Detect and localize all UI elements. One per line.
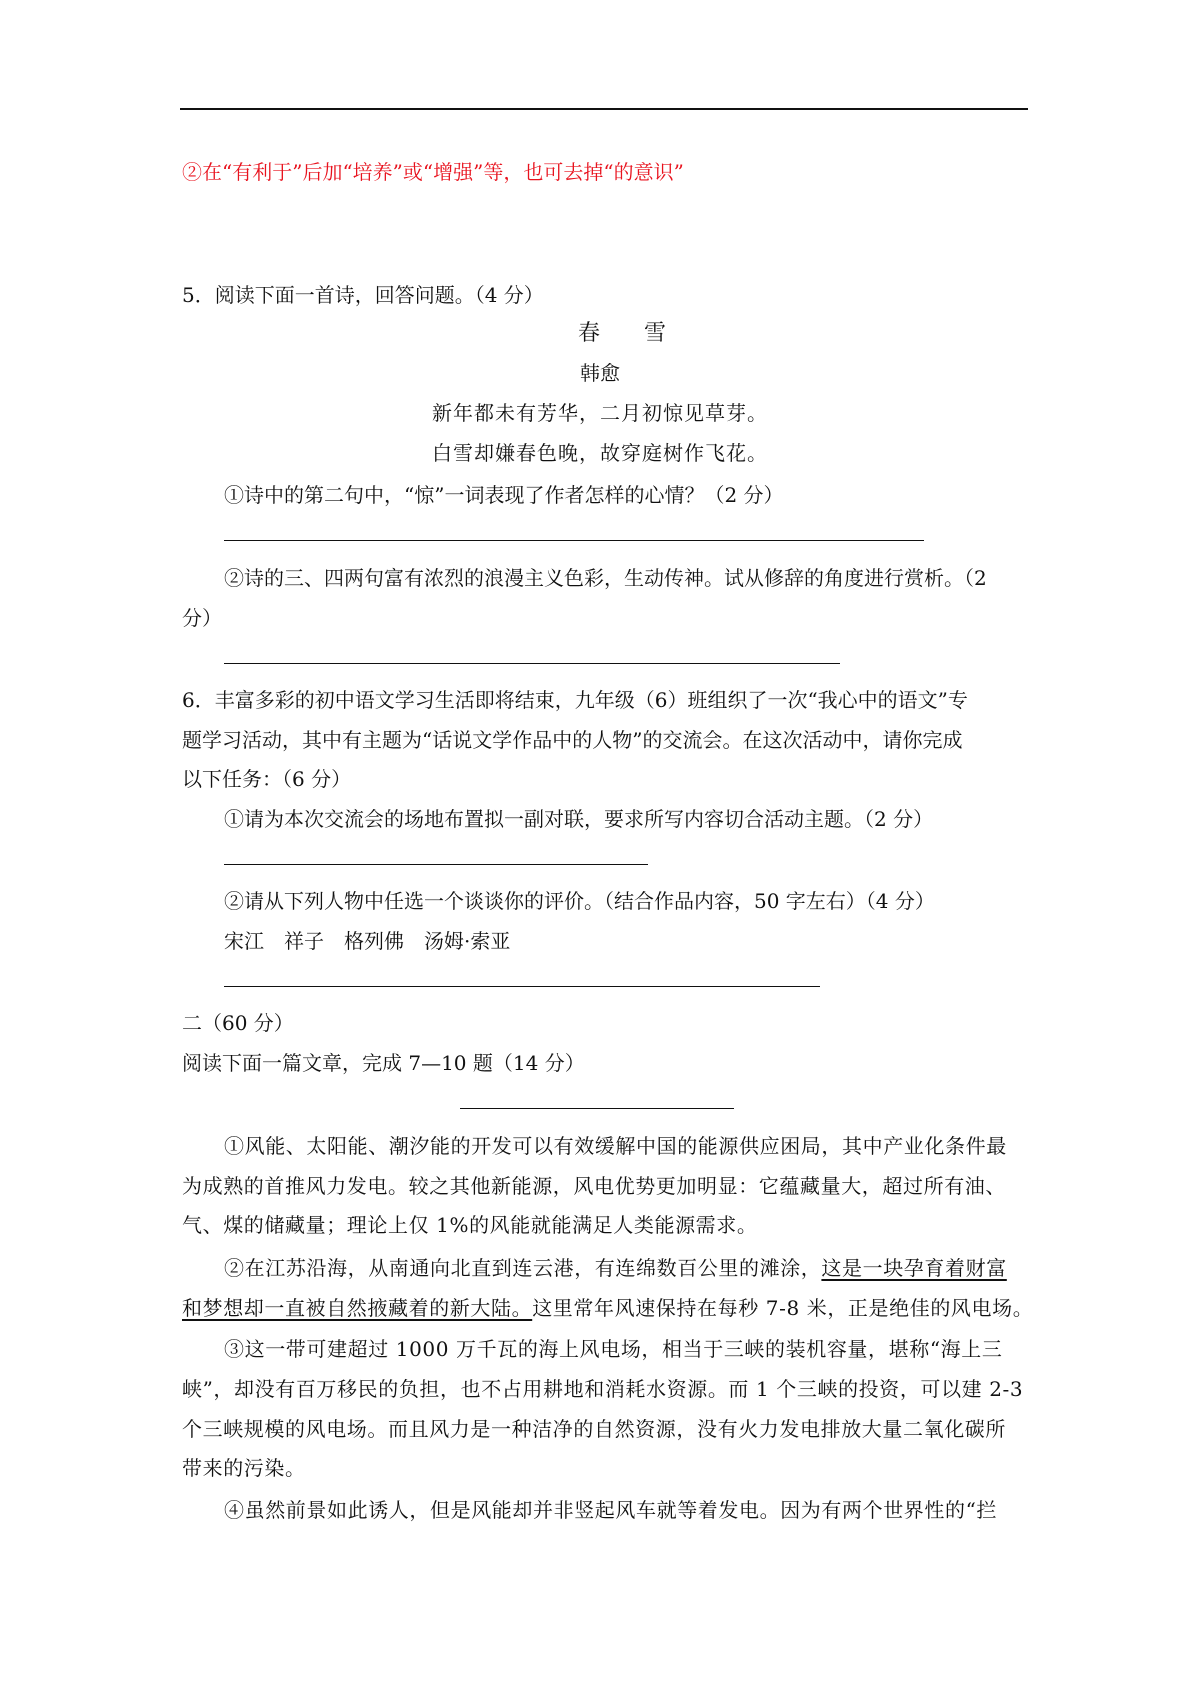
article-p3-line4: 带来的污染。 <box>182 1456 306 1480</box>
q6-sub1-answer-line[interactable] <box>224 864 648 865</box>
article-p2-line1-text: ②在江苏沿海，从南通向北直到连云港，有连绵数百公里的滩涂， <box>224 1256 822 1280</box>
article-p2-underlined-sentence-b: 和梦想却一直被自然掖藏着的新大陆。 <box>182 1296 533 1320</box>
q5-sub1-answer-line[interactable] <box>224 540 924 541</box>
section2-instruction: 阅读下面一篇文章，完成 7—10 题（14 分） <box>182 1051 585 1075</box>
article-title-blank[interactable] <box>460 1108 734 1109</box>
q6-stem-line1: 6．丰富多彩的初中语文学习生活即将结束，九年级（6）班组织了一次“我心中的语文”专 <box>182 688 968 712</box>
q6-stem-line2: 题学习活动，其中有主题为“话说文学作品中的人物”的交流会。在这次活动中，请你完成 <box>182 728 963 752</box>
poem-title: 春雪 <box>577 321 710 346</box>
article-p3-line2: 峡”，却没有百万移民的负担，也不占用耕地和消耗水资源。而 1 个三峡的投资，可以建 2-3 <box>182 1377 1024 1401</box>
article-p3-line1: ③这一带可建超过 1000 万千瓦的海上风电场，相当于三峡的装机容量，堪称“海上三 <box>224 1337 1003 1361</box>
q6-stem-line3: 以下任务：（6 分） <box>182 767 352 791</box>
article-p4-line1: ④虽然前景如此诱人，但是风能却并非竖起风车就等着发电。因为有两个世界性的“拦 <box>224 1498 998 1522</box>
poem-author: 韩愈 <box>580 361 620 385</box>
article-p1-line3: 气、煤的储藏量；理论上仅 1%的风能就能满足人类能源需求。 <box>182 1213 758 1237</box>
article-p2-line2 <box>182 1296 1033 1320</box>
article-p2-line2-text: 这里常年风速保持在每秒 7-8 米，正是绝佳的风电场。 <box>532 1296 1034 1320</box>
answer-note: ②在“有利于”后加“培养”或“增强”等，也可去掉“的意识” <box>182 160 684 184</box>
header-rule <box>180 108 1028 110</box>
article-p2-underlined-sentence-a: 这是一块孕育着财富 <box>821 1256 1007 1280</box>
q5-sub1: ①诗中的第二句中，“惊”一词表现了作者怎样的心情？（2 分） <box>224 483 784 507</box>
q6-characters: 宋江 祥子 格列佛 汤姆·索亚 <box>224 929 511 953</box>
q6-sub1: ①请为本次交流会的场地布置拟一副对联，要求所写内容切合活动主题。（2 分） <box>224 807 934 831</box>
q6-sub2-answer-line[interactable] <box>224 986 820 987</box>
article-p1-line1: ①风能、太阳能、潮汐能的开发可以有效缓解中国的能源供应困局，其中产业化条件最 <box>224 1134 1007 1158</box>
section2-heading: 二（60 分） <box>182 1011 294 1035</box>
poem-line-2: 白雪却嫌春色晚，故穿庭树作飞花。 <box>432 441 768 465</box>
q5-sub2-line2: 分） <box>182 606 222 630</box>
poem-line-1: 新年都未有芳华，二月初惊见草芽。 <box>432 401 768 425</box>
article-p1-line2: 为成熟的首推风力发电。较之其他新能源，风电优势更加明显：它蕴藏量大，超过所有油、 <box>182 1174 1006 1198</box>
q5-sub2-line1: ②诗的三、四两句富有浓烈的浪漫主义色彩，生动传神。试从修辞的角度进行赏析。（2 <box>224 566 987 590</box>
q5-stem: 5．阅读下面一首诗，回答问题。（4 分） <box>182 283 544 307</box>
article-p2-line1 <box>224 1256 1007 1280</box>
q5-sub2-answer-line[interactable] <box>224 663 840 664</box>
q6-sub2: ②请从下列人物中任选一个谈谈你的评价。（结合作品内容，50 字左右）（4 分） <box>224 889 935 913</box>
article-p3-line3: 个三峡规模的风电场。而且风力是一种洁净的自然资源，没有火力发电排放大量二氧化碳所 <box>182 1417 1006 1441</box>
